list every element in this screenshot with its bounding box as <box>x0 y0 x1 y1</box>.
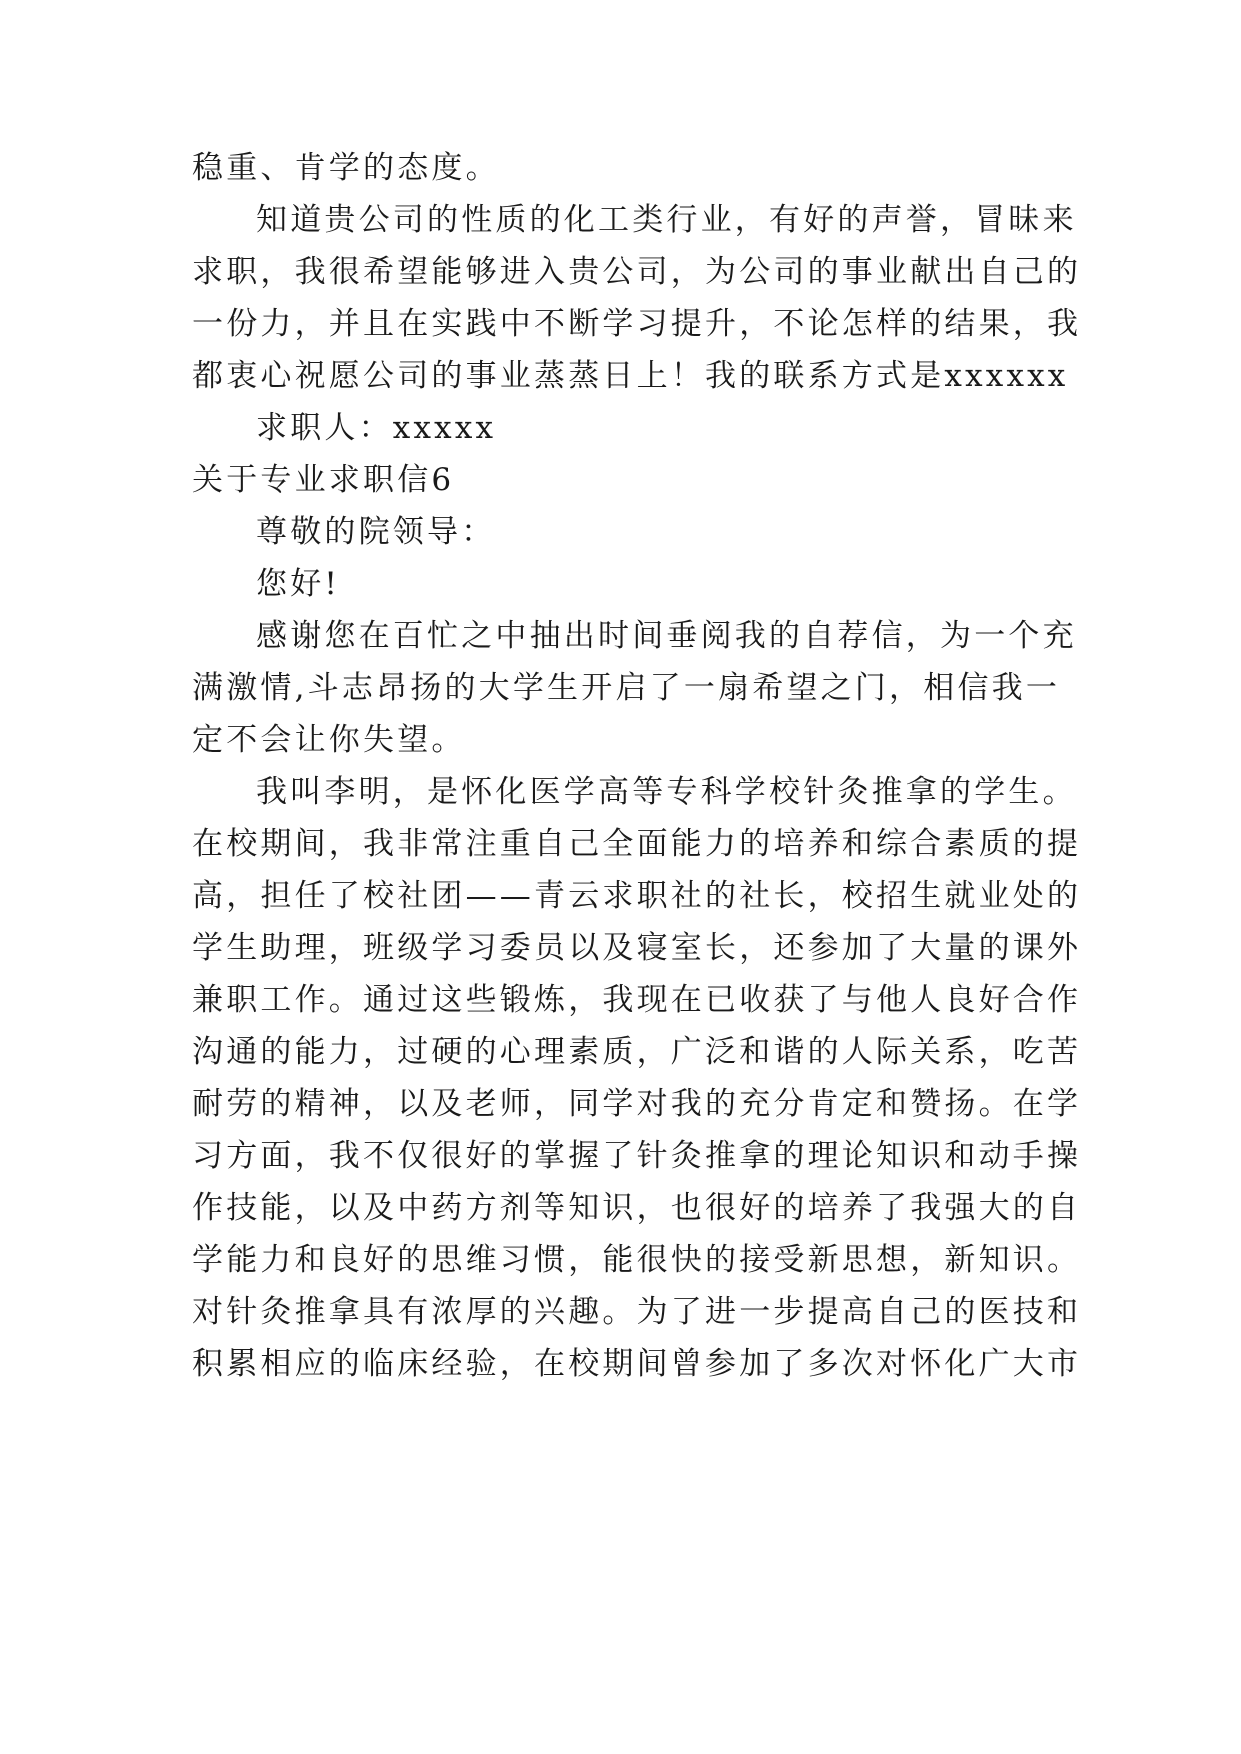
text-line: 学生助理，班级学习委员以及寝室长，还参加了大量的课外 <box>192 930 1082 966</box>
text-line: 积累相应的临床经验，在校期间曾参加了多次对怀化广大市 <box>192 1346 1082 1382</box>
text-line: 在校期间，我非常注重自己全面能力的培养和综合素质的提 <box>192 826 1082 862</box>
paragraph-line: 我叫李明，是怀化医学高等专科学校针灸推拿的学生。 <box>256 774 1077 810</box>
paragraph-line: 知道贵公司的性质的化工类行业，有好的声誉，冒昧来 <box>256 202 1077 238</box>
text-line: 习方面，我不仅很好的掌握了针灸推拿的理论知识和动手操 <box>192 1138 1082 1174</box>
signature-line: 求职人：xxxxx <box>256 410 497 446</box>
text-line: 耐劳的精神，以及老师，同学对我的充分肯定和赞扬。在学 <box>192 1086 1082 1122</box>
text-line: 兼职工作。通过这些锻炼，我现在已收获了与他人良好合作 <box>192 982 1082 1018</box>
text-line: 满激情,斗志昂扬的大学生开启了一扇希望之门，相信我一 <box>192 670 1061 706</box>
text-line: 求职，我很希望能够进入贵公司，为公司的事业献出自己的 <box>192 254 1082 290</box>
text-line: 定不会让你失望。 <box>192 722 466 758</box>
greeting: 您好! <box>256 566 341 602</box>
text-line: 稳重、肯学的态度。 <box>192 150 500 186</box>
text-line: 对针灸推拿具有浓厚的兴趣。为了进一步提高自己的医技和 <box>192 1294 1082 1330</box>
paragraph-line: 感谢您在百忙之中抽出时间垂阅我的自荐信，为一个充 <box>256 618 1077 654</box>
text-line: 学能力和良好的思维习惯，能很快的接受新思想，新知识。 <box>192 1242 1082 1278</box>
text-line: 沟通的能力，过硬的心理素质，广泛和谐的人际关系，吃苦 <box>192 1034 1082 1070</box>
salutation: 尊敬的院领导： <box>256 514 496 550</box>
text-line: 都衷心祝愿公司的事业蒸蒸日上！我的联系方式是xxxxxx <box>192 358 1069 394</box>
text-line: 作技能，以及中药方剂等知识，也很好的培养了我强大的自 <box>192 1190 1082 1226</box>
section-heading: 关于专业求职信6 <box>192 462 455 498</box>
text-line: 高，担任了校社团——青云求职社的社长，校招生就业处的 <box>192 878 1082 914</box>
text-line: 一份力，并且在实践中不断学习提升，不论怎样的结果，我 <box>192 306 1082 342</box>
